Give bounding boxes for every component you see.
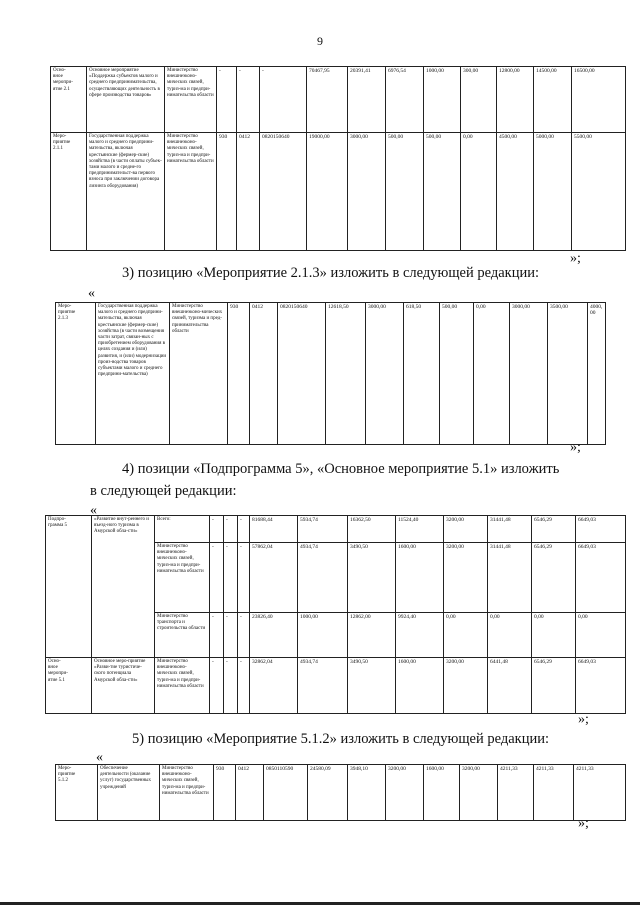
amendment-instruction-4-line-1: 4) позиции «Подпрограмма 5», «Основное мероприятие 5.1» изложить (122, 461, 560, 477)
code-cell: - (237, 67, 260, 133)
value-cell: 11524,40 (396, 516, 444, 543)
value-cell: 0,00 (444, 613, 488, 658)
code-cell: 0412 (236, 765, 264, 821)
table-1 (50, 66, 626, 251)
code-cell: - (238, 613, 250, 658)
total-cell: 19000,00 (307, 133, 348, 251)
value-cell: 1000,00 (298, 613, 348, 658)
value-cell: 6649,03 (576, 543, 626, 613)
value-cell: 6976,54 (386, 67, 424, 133)
code-cell: 930 (228, 303, 250, 445)
item-name: Подпро- грамма 5 (46, 516, 92, 658)
total-cell: 24580,09 (308, 765, 348, 821)
value-cell: 6546,29 (532, 658, 576, 714)
code-cell: - (210, 613, 224, 658)
value-cell: 4500,00 (497, 133, 534, 251)
amendment-instruction-3: 3) позицию «Мероприятие 2.1.3» изложить в следующей редакции: (122, 265, 539, 281)
item-description: Основное меро-приятие «Разви-тие туристиче-ского потенциала Амурской обла-сти» (92, 658, 155, 714)
table-row (56, 765, 626, 821)
value-cell: 1600,00 (396, 658, 444, 714)
item-executor: Министерство внешнеэконо-мических связей, туриз-ма и предпри-нимательства области (165, 133, 217, 251)
value-cell: 4211,33 (498, 765, 534, 821)
item-name: Меро- приятие 2.1.3 (56, 303, 96, 445)
value-cell: 4934,74 (298, 543, 348, 613)
value-cell: 3500,00 (548, 303, 588, 445)
code-cell: - (224, 516, 238, 543)
value-cell: 4211,33 (574, 765, 626, 821)
code-cell: 0412 (237, 133, 260, 251)
amendment-instruction-5: 5) позицию «Мероприятие 5.1.2» изложить в следующей редакции: (132, 731, 549, 747)
value-cell: 500,00 (440, 303, 474, 445)
value-cell: 20391,41 (348, 67, 386, 133)
value-cell: 1000,00 (424, 67, 461, 133)
item-executor: Министерство внешнеэконо-мических связей, туриз-ма и предпри-нимательства области (155, 543, 210, 613)
value-cell: 6546,29 (532, 543, 576, 613)
table-row (51, 133, 626, 251)
value-cell: 1600,00 (424, 765, 460, 821)
value-cell: 0,00 (532, 613, 576, 658)
code-cell: 0850110590 (264, 765, 308, 821)
value-cell: 12800,00 (497, 67, 534, 133)
closing-quote: »; (570, 440, 581, 455)
value-cell: 0,00 (488, 613, 532, 658)
item-executor: Министерство внешнеэконо-мических связей, туриз-ма и предпри-нимательства области (165, 67, 217, 133)
value-cell: 31441,48 (488, 516, 532, 543)
closing-quote: »; (578, 712, 589, 727)
value-cell: 16500,00 (572, 67, 626, 133)
total-cell: 70467,95 (307, 67, 348, 133)
total-cell: 12618,50 (326, 303, 366, 445)
opening-quote: « (90, 503, 97, 518)
value-cell: 9924,40 (396, 613, 444, 658)
page-number: 9 (317, 34, 323, 48)
value-cell: 5934,74 (298, 516, 348, 543)
value-cell: 4000,00 (588, 303, 606, 445)
code-cell: - (210, 658, 224, 714)
code-cell: - (238, 516, 250, 543)
item-description: Государственная поддержка малого и среднего предприни-мательства, включая крестьянские (фермер-ские) хозяйства (в части оплаты субъек-тами малого и средне-го предпринимательст-ва первого взноса при заключении договора лизинга оборудования) (87, 133, 165, 251)
value-cell: 3200,00 (386, 765, 424, 821)
code-cell: - (224, 613, 238, 658)
item-executor: Министерство внешнеэконо-мических связей, туриз-ма и предпри-нимательства области (160, 765, 214, 821)
item-description: Обеспечение деятельности (оказание услуг) государственных учреждений (98, 765, 160, 821)
item-description: «Развитие внут-реннего и въезд-ного туризма в Амурской обла-сти» (92, 516, 155, 658)
item-executor: Министерство внешнеэконо-мических связей, туризма и пред-принимательства области (170, 303, 228, 445)
total-cell: 57862,04 (250, 543, 298, 613)
value-cell: 500,00 (424, 133, 461, 251)
value-cell: 0,00 (576, 613, 626, 658)
code-cell: - (210, 516, 224, 543)
value-cell: 31441,48 (488, 543, 532, 613)
value-cell: 4211,33 (534, 765, 574, 821)
value-cell: 3000,00 (366, 303, 404, 445)
value-cell: 3948,10 (348, 765, 386, 821)
code-cell: - (210, 543, 224, 613)
value-cell: 500,00 (386, 133, 424, 251)
value-cell: 6546,29 (532, 516, 576, 543)
amendment-instruction-4-line-2: в следующей редакции: (90, 483, 237, 499)
total-cell: 32862,04 (250, 658, 298, 714)
item-name: Осно- вное меропри- ятие 2.1 (51, 67, 87, 133)
value-cell: 3490,50 (348, 658, 396, 714)
value-cell: 6441,48 (488, 658, 532, 714)
value-cell: 4934,74 (298, 658, 348, 714)
opening-quote: « (88, 286, 95, 301)
item-executor: Министерство транспорта и строительства области (155, 613, 210, 658)
value-cell: 5500,00 (572, 133, 626, 251)
value-cell: 3490,50 (348, 543, 396, 613)
table-row (51, 67, 626, 133)
value-cell: 6649,03 (576, 658, 626, 714)
code-cell: - (217, 67, 237, 133)
item-executor: Всего: (155, 516, 210, 543)
code-cell: 0820150640 (260, 133, 307, 251)
value-cell: 3200,00 (444, 516, 488, 543)
item-name: Меро- приятие 2.1.1 (51, 133, 87, 251)
value-cell: 0,00 (461, 133, 497, 251)
value-cell: 12862,00 (348, 613, 396, 658)
value-cell: 14500,00 (534, 67, 572, 133)
code-cell: 930 (217, 133, 237, 251)
value-cell: 6649,03 (576, 516, 626, 543)
code-cell: 0412 (250, 303, 278, 445)
code-cell: - (238, 543, 250, 613)
item-name: Меро- приятие 5.1.2 (56, 765, 98, 821)
value-cell: 1600,00 (396, 543, 444, 613)
value-cell: 16362,50 (348, 516, 396, 543)
value-cell: 5000,00 (534, 133, 572, 251)
item-description: Основное мероприятие «Поддержка субъектов малого и среднего предпринимательства, осуществляющих деятельность в сфере производства товаров» (87, 67, 165, 133)
total-cell: 23826,40 (250, 613, 298, 658)
item-name: Осно- вное меропри- ятие 5.1 (46, 658, 92, 714)
code-cell: 930 (214, 765, 236, 821)
item-executor: Министерство внешнеэконо-мических связей, туриз-ма и предпри-нимательства области (155, 658, 210, 714)
table-row (46, 658, 626, 714)
value-cell: 3200,00 (444, 543, 488, 613)
value-cell: 3200,00 (460, 765, 498, 821)
code-cell: - (238, 658, 250, 714)
value-cell: 300,00 (461, 67, 497, 133)
item-description: Государственная поддержка малого и среднего предприни-мательства, включая крестьянские (фермер-ские) хозяйства (в части возмещения части затрат, связан-ных с приобретением оборудования в целях создания и (или) развития, и (или) модернизации произ-водства товаров субъектами малого и среднего предприни-мательства) (96, 303, 170, 445)
table-4 (55, 764, 626, 821)
code-cell: 0820150640 (278, 303, 326, 445)
table-3 (45, 515, 626, 714)
closing-quote: »; (578, 816, 589, 831)
code-cell: - (224, 543, 238, 613)
total-cell: 81688,44 (250, 516, 298, 543)
table-2 (55, 302, 606, 445)
closing-quote: »; (570, 251, 581, 266)
value-cell: 3000,00 (510, 303, 548, 445)
table-row (56, 303, 606, 445)
table-row (46, 516, 626, 543)
code-cell: - (224, 658, 238, 714)
code-cell: - (260, 67, 307, 133)
opening-quote: « (96, 750, 103, 765)
value-cell: 618,50 (404, 303, 440, 445)
value-cell: 3000,00 (348, 133, 386, 251)
value-cell: 3200,00 (444, 658, 488, 714)
value-cell: 0,00 (474, 303, 510, 445)
